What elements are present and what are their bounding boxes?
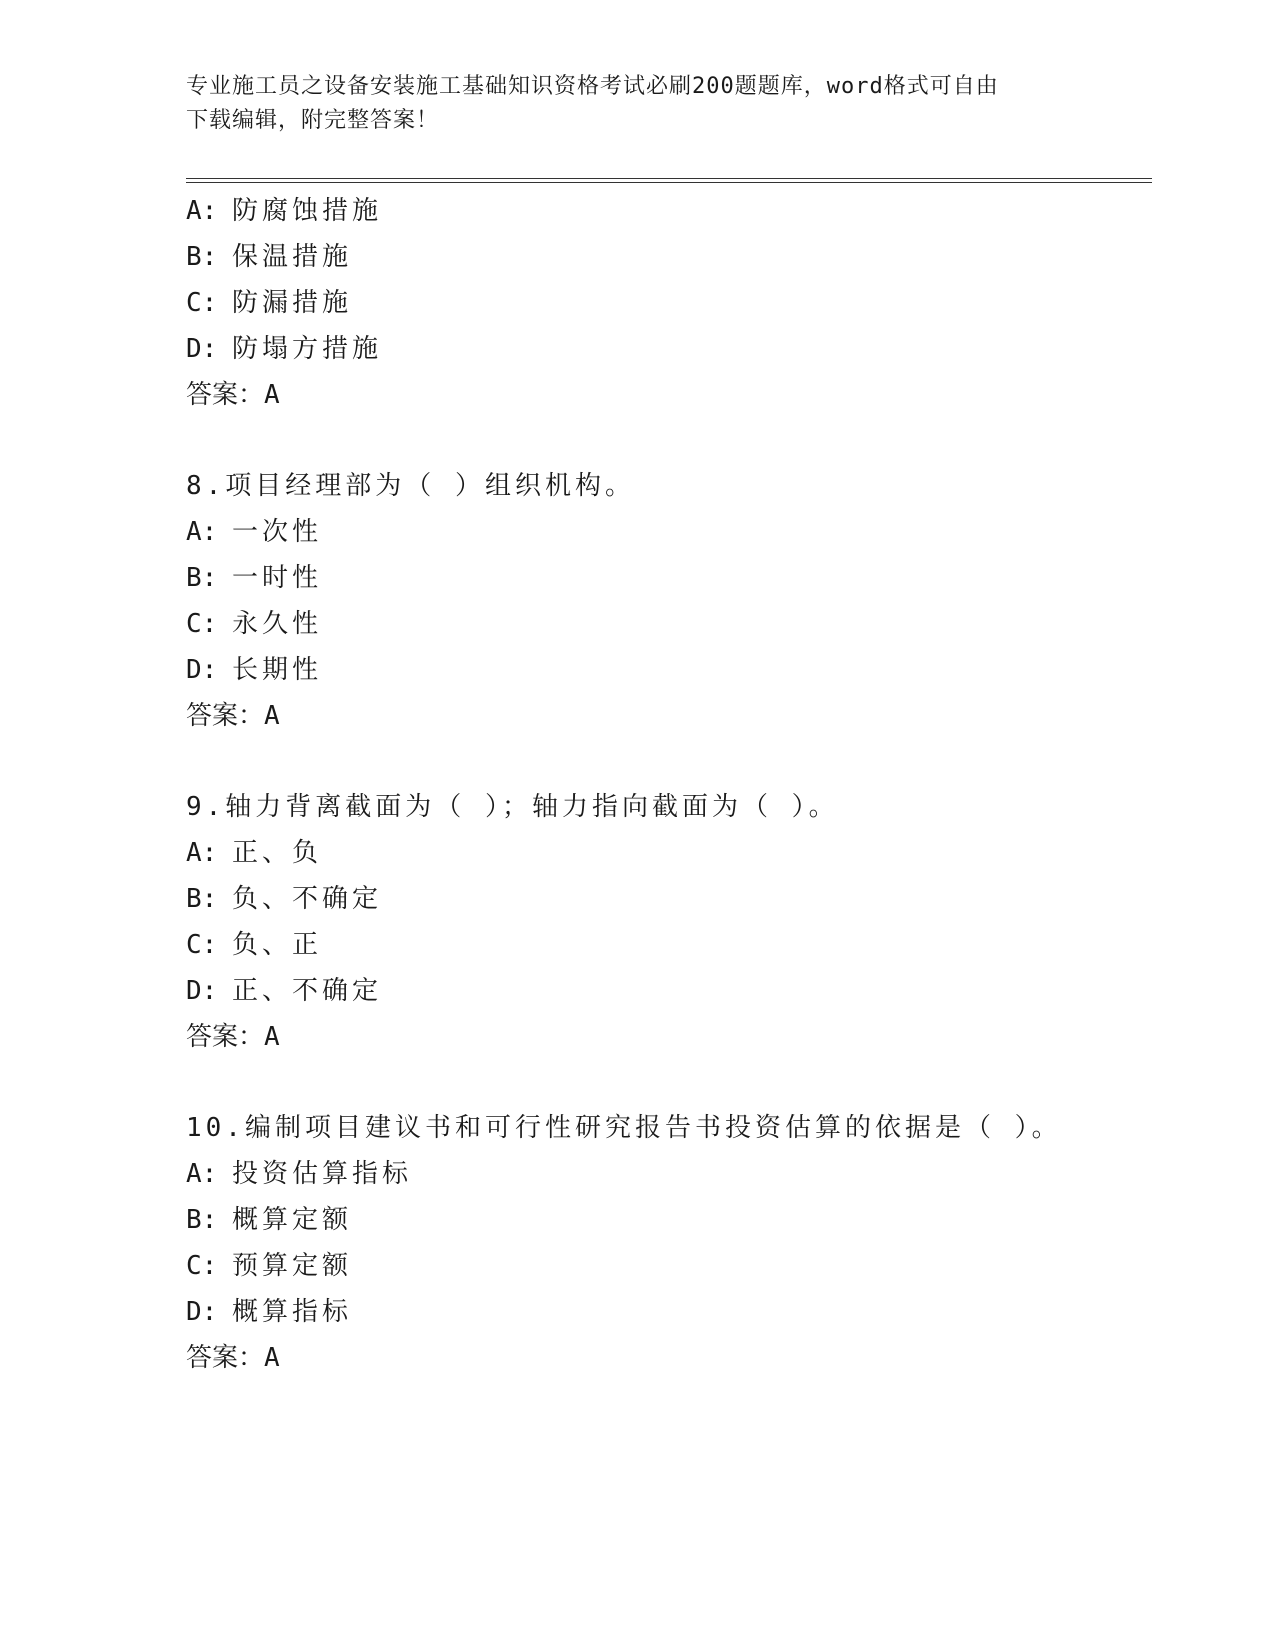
option-text: 概算指标 — [232, 1297, 353, 1327]
option-text: 长期性 — [232, 655, 323, 685]
question-stem: 9.轴力背离截面为（ ）；轴力指向截面为（ ）。 — [186, 792, 839, 822]
option-c — [186, 280, 1152, 326]
answer-line: 答案：A — [186, 1343, 280, 1373]
option-b — [186, 1197, 1152, 1243]
option-b — [186, 876, 1152, 922]
option-text: 概算定额 — [232, 1205, 353, 1235]
header-divider — [186, 178, 1152, 183]
option-b — [186, 234, 1152, 280]
question-10 — [186, 1105, 1152, 1381]
option-text: 正、负 — [232, 838, 323, 868]
option-text: 预算定额 — [232, 1251, 353, 1281]
option-d — [186, 647, 1152, 693]
option-c — [186, 601, 1152, 647]
option-text: 负、正 — [232, 930, 323, 960]
option-text: 负、不确定 — [232, 884, 383, 914]
option-letter: B: — [186, 884, 218, 914]
option-letter: B: — [186, 242, 218, 272]
option-text: 防腐蚀措施 — [232, 196, 383, 226]
header-line-1: 专业施工员之设备安装施工基础知识资格考试必刷200题题库，word格式可自由 — [186, 74, 999, 99]
option-d — [186, 326, 1152, 372]
answer-line: 答案：A — [186, 1022, 280, 1052]
option-text: 防漏措施 — [232, 288, 353, 318]
option-letter: C: — [186, 609, 218, 639]
question-stem: 8.项目经理部为（ ）组织机构。 — [186, 471, 635, 501]
question-list — [186, 188, 1152, 1381]
question-9 — [186, 784, 1152, 1060]
option-c — [186, 922, 1152, 968]
option-b — [186, 555, 1152, 601]
question-stem: 10.编制项目建议书和可行性研究报告书投资估算的依据是（ ）。 — [186, 1113, 1062, 1143]
option-a — [186, 509, 1152, 555]
option-a — [186, 830, 1152, 876]
option-letter: C: — [186, 1251, 218, 1281]
document-header — [186, 70, 1086, 138]
answer-line: 答案：A — [186, 701, 280, 731]
option-letter: A: — [186, 196, 218, 226]
option-a — [186, 1151, 1152, 1197]
option-text: 一时性 — [232, 563, 323, 593]
option-letter: B: — [186, 563, 218, 593]
option-c — [186, 1243, 1152, 1289]
option-d — [186, 1289, 1152, 1335]
option-letter: D: — [186, 334, 218, 364]
option-letter: A: — [186, 838, 218, 868]
option-letter: C: — [186, 288, 218, 318]
option-d — [186, 968, 1152, 1014]
answer-line: 答案：A — [186, 380, 280, 410]
option-text: 防塌方措施 — [232, 334, 383, 364]
question-7 — [186, 188, 1152, 418]
option-letter: D: — [186, 976, 218, 1006]
option-letter: D: — [186, 1297, 218, 1327]
option-text: 投资估算指标 — [232, 1159, 413, 1189]
option-text: 保温措施 — [232, 242, 353, 272]
option-letter: A: — [186, 1159, 218, 1189]
option-a — [186, 188, 1152, 234]
option-letter: A: — [186, 517, 218, 547]
option-text: 正、不确定 — [232, 976, 383, 1006]
option-letter: D: — [186, 655, 218, 685]
option-letter: C: — [186, 930, 218, 960]
option-text: 一次性 — [232, 517, 323, 547]
option-letter: B: — [186, 1205, 218, 1235]
header-line-2: 下载编辑，附完整答案！ — [186, 108, 440, 133]
option-text: 永久性 — [232, 609, 323, 639]
question-8 — [186, 463, 1152, 739]
